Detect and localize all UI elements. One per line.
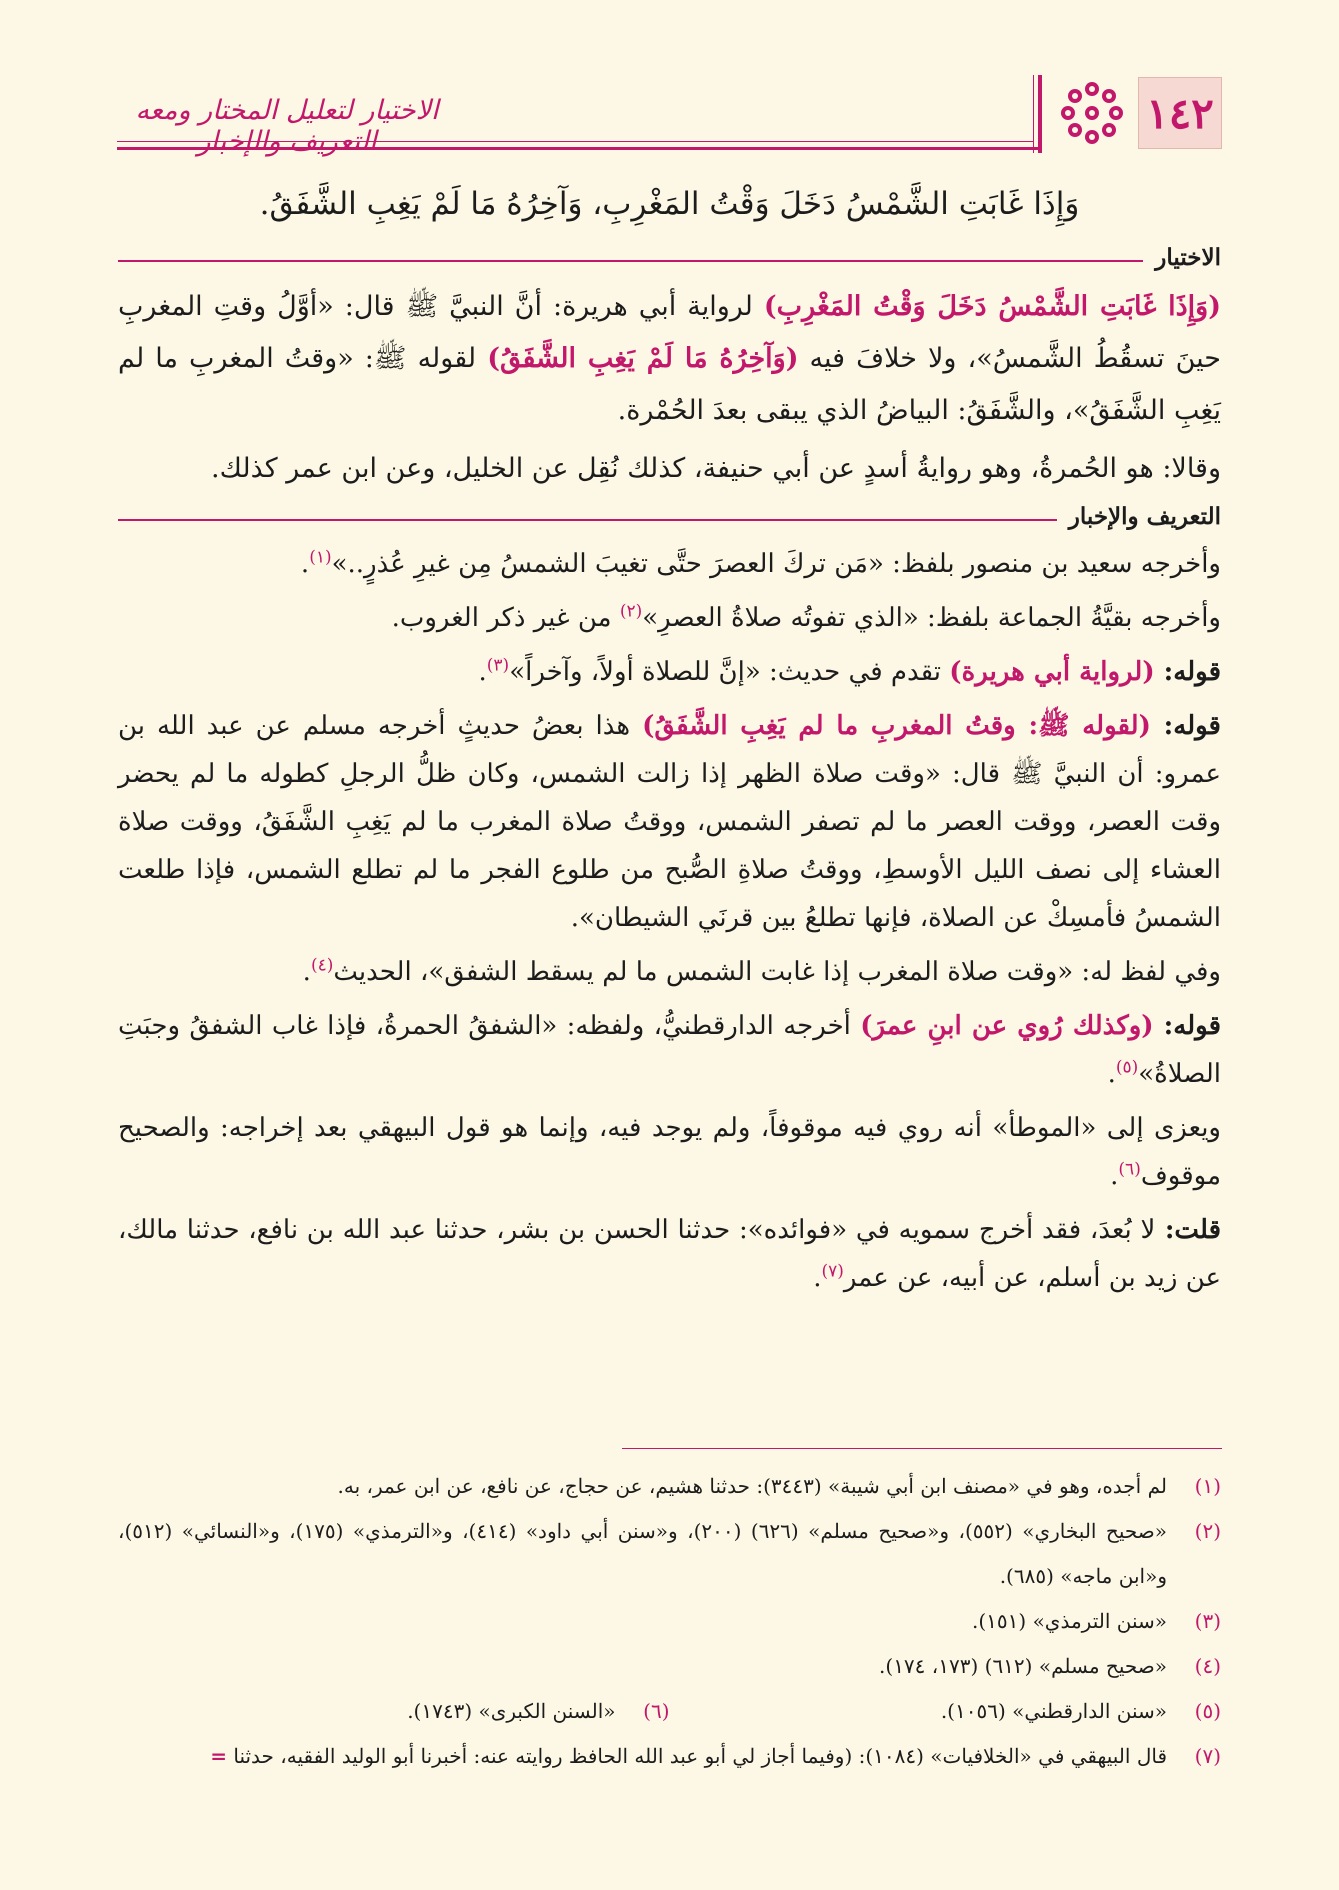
footnote-row <box>118 1689 1221 1734</box>
footnote-ref[interactable]: (١) <box>309 547 332 568</box>
tarif-paragraph <box>118 1002 1221 1098</box>
lead-word: قوله: <box>1153 1011 1221 1041</box>
paragraph-text: وفي لفظ له: «وقت صلاة المغرب إذا غابت الشمس ما لم يسقط الشفق»، الحديث <box>333 957 1221 987</box>
footnote-ref[interactable]: (٢) <box>619 601 643 622</box>
footnote-text: «صحيح البخاري» (٥٥٢)، و«صحيح مسلم» (٦٢٦) (٢٠٠)، و«سنن أبي داود» (٤١٤)، و«الترمذي» (١٧٥)، و«النسائي» (٥١٢)، و«ابن ماجه» (٦٨٥). <box>118 1519 1167 1588</box>
tarif-paragraph <box>118 1206 1221 1302</box>
footnote-number: (٢) <box>1194 1519 1221 1543</box>
footnote-text: «صحيح مسلم» (٦١٢) (١٧٣، ١٧٤). <box>879 1654 1167 1678</box>
running-title: الاختيار لتعليل المختار ومعه التعريف والإخبار <box>135 95 439 157</box>
footnote <box>118 1599 1221 1644</box>
paragraph-text: ويعزى إلى «الموطأ» أنه روي فيه موقوفاً، ولم يوجد فيه، وإنما هو قول البيهقي بعد إخراجه: والصحيح موقوف <box>118 1113 1221 1191</box>
rosette-ornament-icon <box>1058 79 1126 147</box>
section-heading-tarif <box>118 503 1221 530</box>
footnote <box>118 1689 670 1734</box>
tarif-paragraph <box>118 648 1221 696</box>
tarif-paragraph <box>118 540 1221 588</box>
ikhtiyar-paragraph <box>118 281 1221 437</box>
paragraph-text: هذا بعضُ حديثٍ أخرجه مسلم عن عبد الله بن عمرو: أن النبيَّ ﷺ قال: «وقت صلاة الظهر إذا زالت الشمس، وكان ظلُّ الرجلِ كطوله ما لم يحضر وقت العصر، ووقت العصر ما لم تصفر الشمس، ووقتُ صلاة المغرب ما لم يَغِبِ الشَّفَقُ، ووقت صلاة العشاء إلى نصف الليل الأوسطِ، ووقتُ صلاةِ الصُّبح من طلوع الفجر ما لم تطلع الشمس، فإذا طلعت الشمسُ فأمسِكْ عن الصلاة، فإنها تطلعُ بين قرنَي الشيطان». <box>118 711 1221 933</box>
section-heading-ikhtiyar <box>118 244 1221 271</box>
divider <box>118 519 1057 521</box>
footnote-ref[interactable]: (٥) <box>1115 1057 1139 1078</box>
matn-quote: (لرواية أبي هريرة) <box>949 657 1155 687</box>
ikhtiyar-paragraph: وقالا: هو الحُمرةُ، وهو روايةُ أسدٍ عن أبي حنيفة، كذلك نُقِل عن الخليل، وعن ابن عمر كذلك. <box>211 453 1221 484</box>
paragraph-text: من غير ذكر الغروب. <box>391 603 620 633</box>
paragraph-text: وأخرجه بقيَّةُ الجماعة بلفظ: «الذي تفوتُه صلاةُ العصرِ» <box>642 603 1221 633</box>
footnote-text: «سنن الترمذي» (١٥١). <box>972 1609 1167 1633</box>
tarif-paragraph <box>118 948 1221 996</box>
footnote-number: (٦) <box>643 1699 670 1723</box>
tarif-paragraph <box>118 1104 1221 1200</box>
footnote-number: (٧) <box>1194 1744 1221 1768</box>
lead-word: قوله: <box>1150 711 1221 741</box>
paragraph-text: . <box>1110 1161 1119 1191</box>
footnote-text: «السنن الكبرى» (١٧٤٣). <box>407 1699 616 1723</box>
paragraph-text: لا بُعدَ، فقد أخرج سمويه في «فوائده»: حدثنا الحسن بن بشر، حدثنا عبد الله بن نافع، حدثنا مالك، عن زيد بن أسلم، عن أبيه، عن عمر <box>118 1215 1221 1293</box>
page-number: ١٤٢ <box>1138 77 1222 149</box>
paragraph-text: . <box>1107 1059 1116 1089</box>
lead-word: قلت: <box>1155 1215 1221 1245</box>
footnote-text: «سنن الدارقطني» (١٠٥٦). <box>940 1699 1167 1723</box>
footnote-ref[interactable]: (٣) <box>486 655 510 676</box>
commentary-text: لرواية أبي هريرة: أنَّ النبيَّ ﷺ قال: «أوَّلُ وقتِ المغربِ حينَ تسقُطُ الشَّمسُ»، ولا خلافَ فيه <box>118 291 1221 374</box>
page-header <box>117 75 1222 155</box>
continuation-mark: = <box>210 1744 227 1768</box>
footnote-number: (١) <box>1194 1474 1221 1498</box>
main-content <box>118 178 1221 1308</box>
footnote-text: لم أجده، وهو في «مصنف ابن أبي شيبة» (٣٤٤٣): حدثنا هشيم، عن حجاج، عن نافع، عن ابن عمر، به. <box>337 1474 1167 1498</box>
matn-quote: (وَإِذَا غَابَتِ الشَّمْسُ دَخَلَ وَقْتُ المَغْرِبِ) <box>763 291 1221 322</box>
tarif-paragraph <box>118 702 1221 942</box>
footnote <box>118 1509 1221 1599</box>
footnote-ref[interactable]: (٧) <box>821 1261 844 1282</box>
matn-text: وَإِذَا غَابَتِ الشَّمْسُ دَخَلَ وَقْتُ المَغْرِبِ، وَآخِرُهُ مَا لَمْ يَغِبِ الشَّفَقُ. <box>259 186 1080 222</box>
tarif-paragraph <box>118 594 1221 642</box>
header-rule <box>1038 75 1042 153</box>
footnote-text-run: قال البيهقي في «الخلافيات» (١٠٨٤): (وفيما أجاز لي أبو عبد الله الحافظ روايته عنه: أخبرنا أبو الوليد الفقيه، حدثنا <box>233 1744 1167 1768</box>
footnotes <box>118 1464 1221 1779</box>
footnote-number: (٣) <box>1194 1609 1221 1633</box>
footnote <box>118 1734 1221 1779</box>
matn-quote: (وكذلك رُوي عن ابنِ عمرَ) <box>860 1011 1154 1041</box>
paragraph-text: تقدم في حديث: «إنَّ للصلاة أولاً، وآخراً» <box>509 657 950 687</box>
footnote-text <box>118 1734 1167 1779</box>
paragraph-text: أخرجه الدارقطنيُّ، ولفظه: «الشفقُ الحمرةُ، فإذا غاب الشفقُ وجبَتِ الصلاةُ» <box>118 1011 1221 1089</box>
paragraph-text: . <box>302 957 311 987</box>
paragraph-text: . <box>478 657 487 687</box>
divider <box>118 260 1143 262</box>
section-label: التعريف والإخبار <box>1068 503 1221 530</box>
paragraph-text: . <box>813 1263 822 1293</box>
footnote-ref[interactable]: (٤) <box>310 955 334 976</box>
footnote <box>670 1689 1222 1734</box>
footnote-number: (٤) <box>1194 1654 1221 1678</box>
paragraph-text: . <box>300 549 310 579</box>
footnote-number: (٥) <box>1194 1699 1221 1723</box>
lead-word: قوله: <box>1154 657 1221 687</box>
footnote <box>118 1644 1221 1689</box>
footnote-separator <box>622 1448 1222 1449</box>
footnote-ref[interactable]: (٦) <box>1118 1159 1141 1180</box>
section-label: الاختيار <box>1155 244 1221 271</box>
commentary-text: لقوله ﷺ: «وقتُ المغربِ ما لم يَغِبِ الشَّفَقُ»، والشَّفَقُ: البياضُ الذي يبقى بعدَ الحُمْرة. <box>118 343 1221 426</box>
matn-quote: (لقوله ﷺ: وقتُ المغربِ ما لم يَغِبِ الشَّفَقُ) <box>642 711 1151 741</box>
paragraph-text: وأخرجه سعيد بن منصور بلفظ: «مَن تركَ العصرَ حتَّى تغيبَ الشمسُ مِن غيرِ عُذرٍ..» <box>331 549 1221 579</box>
matn-quote: (وَآخِرُهُ مَا لَمْ يَغِبِ الشَّفَقُ) <box>487 343 799 374</box>
footnote <box>118 1464 1221 1509</box>
